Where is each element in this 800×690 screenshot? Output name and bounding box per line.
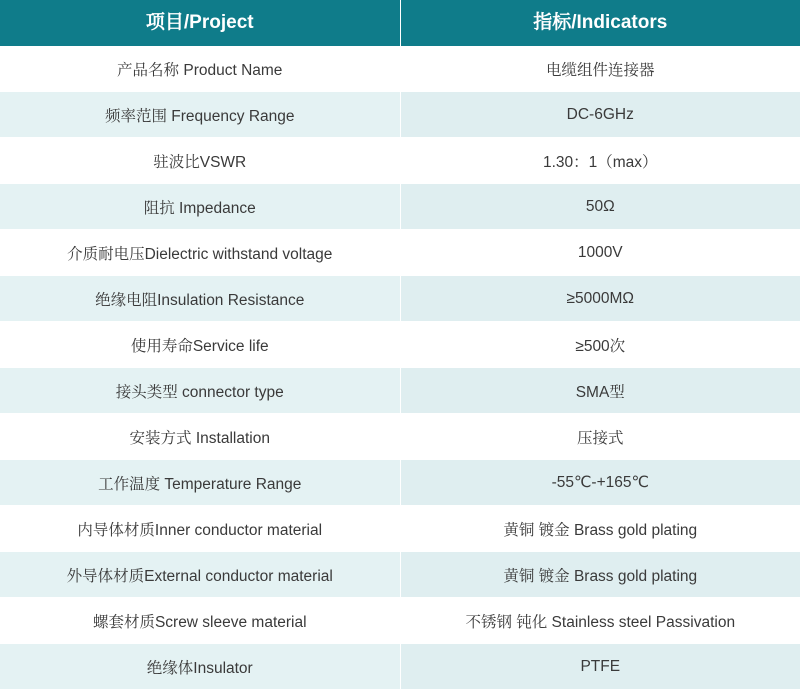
table-row [0,230,800,276]
table-row [0,46,800,92]
table-row [0,460,800,506]
table-row [0,552,800,598]
cell-indicator: PTFE [400,644,800,690]
table-row [0,644,800,690]
cell-project: 使用寿命Service life [0,322,400,368]
column-header-project: 项目/Project [0,0,400,46]
cell-indicator: 压接式 [400,414,800,460]
cell-project: 外导体材质External conductor material [0,552,400,598]
cell-indicator: SMA型 [400,368,800,414]
cell-indicator: ≥5000MΩ [400,276,800,322]
table-row [0,368,800,414]
table-row [0,414,800,460]
cell-project: 频率范围 Frequency Range [0,92,400,138]
cell-indicator: 50Ω [400,184,800,230]
table-row [0,598,800,644]
cell-project: 阻抗 Impedance [0,184,400,230]
cell-project: 接头类型 connector type [0,368,400,414]
cell-indicator: 不锈钢 钝化 Stainless steel Passivation [400,598,800,644]
table-row [0,92,800,138]
cell-project: 内导体材质Inner conductor material [0,506,400,552]
cell-indicator: DC-6GHz [400,92,800,138]
table-header [0,0,800,46]
table-body [0,46,800,690]
column-header-indicators: 指标/Indicators [400,0,800,46]
cell-project: 产品名称 Product Name [0,46,400,92]
cell-indicator: -55℃-+165℃ [400,460,800,506]
cell-indicator: ≥500次 [400,322,800,368]
table-row [0,276,800,322]
cell-indicator: 1.30：1（max） [400,138,800,184]
cell-project: 介质耐电压Dielectric withstand voltage [0,230,400,276]
cell-project: 安装方式 Installation [0,414,400,460]
cell-indicator: 电缆组件连接器 [400,46,800,92]
cell-project: 绝缘体Insulator [0,644,400,690]
cell-project: 螺套材质Screw sleeve material [0,598,400,644]
cell-indicator: 黄铜 镀金 Brass gold plating [400,506,800,552]
cell-project: 驻波比VSWR [0,138,400,184]
cell-project: 绝缘电阻Insulation Resistance [0,276,400,322]
table-row [0,184,800,230]
table-header-row [0,0,800,46]
cell-project: 工作温度 Temperature Range [0,460,400,506]
table-row [0,138,800,184]
cell-indicator: 黄铜 镀金 Brass gold plating [400,552,800,598]
table-row [0,506,800,552]
table-row [0,322,800,368]
cell-indicator: 1000V [400,230,800,276]
